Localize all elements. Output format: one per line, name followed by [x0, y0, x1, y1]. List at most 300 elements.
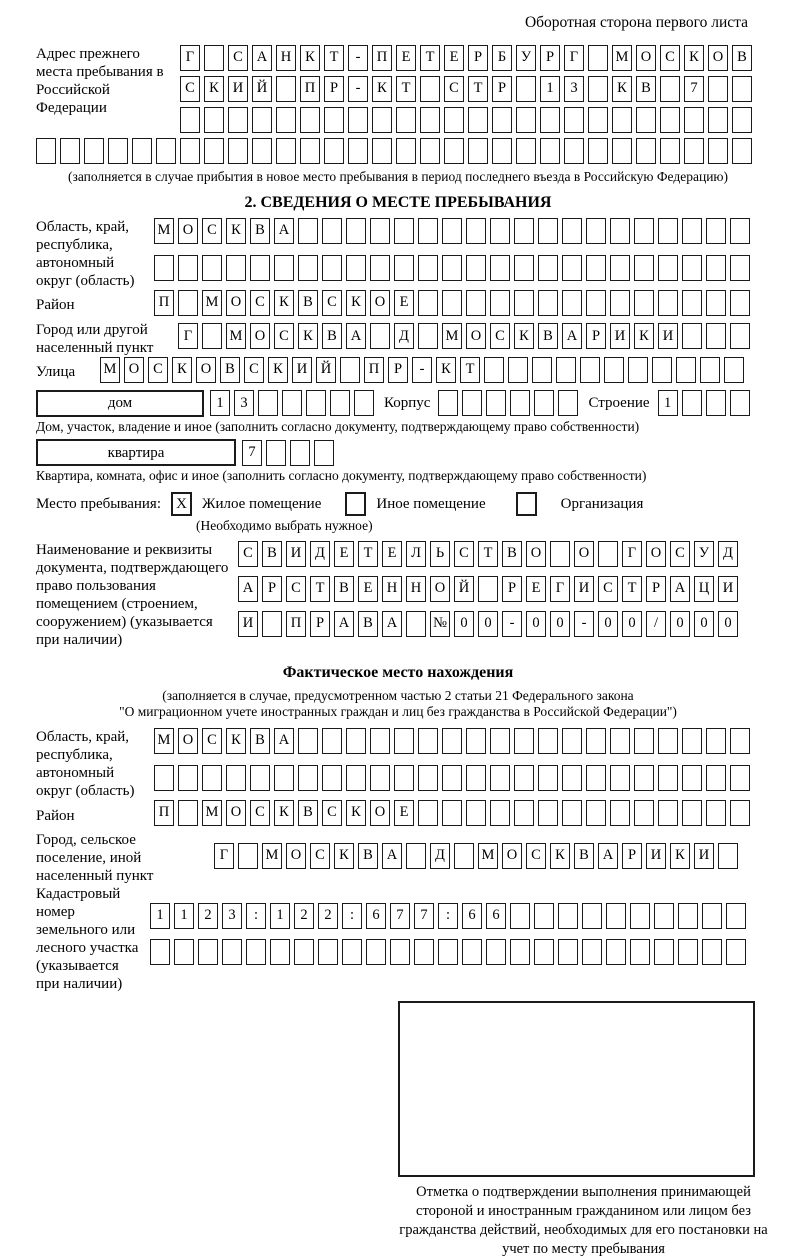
char-box[interactable]: [154, 255, 174, 281]
char-box[interactable]: [276, 107, 296, 133]
char-box[interactable]: М: [226, 323, 246, 349]
char-box[interactable]: [682, 255, 702, 281]
char-box[interactable]: Й: [316, 357, 336, 383]
char-box[interactable]: [654, 939, 674, 965]
char-box[interactable]: К: [372, 76, 392, 102]
char-box[interactable]: С: [250, 290, 270, 316]
char-box[interactable]: В: [220, 357, 240, 383]
char-box[interactable]: [654, 903, 674, 929]
char-box[interactable]: [540, 107, 560, 133]
char-box[interactable]: [250, 255, 270, 281]
char-box[interactable]: [562, 765, 582, 791]
char-box[interactable]: [730, 728, 750, 754]
char-box[interactable]: Е: [526, 576, 546, 602]
char-box[interactable]: [290, 440, 310, 466]
char-box[interactable]: 3: [564, 76, 584, 102]
char-box[interactable]: 7: [414, 903, 434, 929]
char-box[interactable]: О: [646, 541, 666, 567]
char-box[interactable]: [492, 138, 512, 164]
char-box[interactable]: К: [300, 45, 320, 71]
char-box[interactable]: [586, 765, 606, 791]
char-box[interactable]: [178, 800, 198, 826]
char-box[interactable]: И: [718, 576, 738, 602]
char-box[interactable]: [538, 290, 558, 316]
char-box[interactable]: В: [334, 576, 354, 602]
char-box[interactable]: [150, 939, 170, 965]
char-box[interactable]: К: [436, 357, 456, 383]
char-box[interactable]: [420, 107, 440, 133]
char-box[interactable]: [604, 357, 624, 383]
char-box[interactable]: Р: [388, 357, 408, 383]
char-box[interactable]: У: [694, 541, 714, 567]
char-box[interactable]: Е: [358, 576, 378, 602]
char-box[interactable]: Д: [718, 541, 738, 567]
char-box[interactable]: Т: [310, 576, 330, 602]
char-box[interactable]: [258, 390, 278, 416]
char-box[interactable]: [346, 765, 366, 791]
char-box[interactable]: [418, 765, 438, 791]
char-box[interactable]: С: [444, 76, 464, 102]
char-box[interactable]: [300, 107, 320, 133]
char-box[interactable]: К: [274, 800, 294, 826]
char-box[interactable]: Н: [276, 45, 296, 71]
char-box[interactable]: 0: [718, 611, 738, 637]
char-box[interactable]: А: [274, 728, 294, 754]
char-box[interactable]: [486, 390, 506, 416]
char-box[interactable]: [238, 843, 258, 869]
char-box[interactable]: [564, 138, 584, 164]
char-box[interactable]: [490, 728, 510, 754]
char-box[interactable]: [468, 138, 488, 164]
char-box[interactable]: [562, 290, 582, 316]
char-box[interactable]: [534, 390, 554, 416]
char-box[interactable]: [634, 765, 654, 791]
char-box[interactable]: С: [598, 576, 618, 602]
char-box[interactable]: [298, 765, 318, 791]
char-box[interactable]: [322, 765, 342, 791]
char-box[interactable]: [462, 390, 482, 416]
char-box[interactable]: [442, 800, 462, 826]
char-box[interactable]: :: [246, 903, 266, 929]
char-box[interactable]: Е: [382, 541, 402, 567]
char-box[interactable]: В: [298, 290, 318, 316]
char-box[interactable]: [532, 357, 552, 383]
char-box[interactable]: М: [202, 800, 222, 826]
char-box[interactable]: [330, 390, 350, 416]
char-box[interactable]: [658, 765, 678, 791]
char-box[interactable]: [202, 765, 222, 791]
char-box[interactable]: [178, 290, 198, 316]
char-box[interactable]: [466, 800, 486, 826]
char-box[interactable]: [228, 107, 248, 133]
char-box[interactable]: [262, 611, 282, 637]
char-box[interactable]: [582, 903, 602, 929]
char-box[interactable]: О: [226, 290, 246, 316]
char-box[interactable]: [510, 390, 530, 416]
char-box[interactable]: [586, 218, 606, 244]
char-box[interactable]: [730, 765, 750, 791]
char-box[interactable]: [204, 138, 224, 164]
char-box[interactable]: [266, 440, 286, 466]
char-box[interactable]: [586, 800, 606, 826]
char-box[interactable]: М: [154, 728, 174, 754]
char-box[interactable]: Д: [310, 541, 330, 567]
char-box[interactable]: Е: [394, 800, 414, 826]
char-box[interactable]: С: [286, 576, 306, 602]
char-box[interactable]: К: [274, 290, 294, 316]
char-box[interactable]: [490, 255, 510, 281]
char-box[interactable]: [438, 939, 458, 965]
char-box[interactable]: [678, 903, 698, 929]
char-box[interactable]: [298, 218, 318, 244]
char-box[interactable]: С: [238, 541, 258, 567]
char-box[interactable]: [730, 323, 750, 349]
char-box[interactable]: [514, 800, 534, 826]
char-box[interactable]: К: [612, 76, 632, 102]
char-box[interactable]: О: [636, 45, 656, 71]
char-box[interactable]: Д: [394, 323, 414, 349]
char-box[interactable]: Е: [334, 541, 354, 567]
char-box[interactable]: 2: [318, 903, 338, 929]
char-box[interactable]: М: [478, 843, 498, 869]
char-box[interactable]: [252, 138, 272, 164]
char-box[interactable]: [478, 576, 498, 602]
char-box[interactable]: 1: [174, 903, 194, 929]
char-box[interactable]: [586, 255, 606, 281]
char-box[interactable]: [508, 357, 528, 383]
char-box[interactable]: [682, 218, 702, 244]
char-box[interactable]: [486, 939, 506, 965]
char-box[interactable]: [514, 218, 534, 244]
char-box[interactable]: Л: [406, 541, 426, 567]
char-box[interactable]: [706, 390, 726, 416]
char-box[interactable]: [418, 728, 438, 754]
char-box[interactable]: 0: [694, 611, 714, 637]
char-box[interactable]: С: [274, 323, 294, 349]
char-box[interactable]: В: [262, 541, 282, 567]
char-box[interactable]: [466, 765, 486, 791]
char-box[interactable]: Г: [622, 541, 642, 567]
char-box[interactable]: [562, 800, 582, 826]
char-box[interactable]: [658, 800, 678, 826]
char-box[interactable]: [60, 138, 80, 164]
char-box[interactable]: [730, 218, 750, 244]
char-box[interactable]: 0: [550, 611, 570, 637]
char-box[interactable]: [390, 939, 410, 965]
char-box[interactable]: 7: [684, 76, 704, 102]
char-box[interactable]: [652, 357, 672, 383]
char-box[interactable]: К: [268, 357, 288, 383]
char-box[interactable]: О: [708, 45, 728, 71]
char-box[interactable]: [174, 939, 194, 965]
char-box[interactable]: [538, 728, 558, 754]
char-box[interactable]: О: [502, 843, 522, 869]
char-box[interactable]: К: [346, 800, 366, 826]
char-box[interactable]: [324, 107, 344, 133]
char-box[interactable]: [660, 76, 680, 102]
char-box[interactable]: [300, 138, 320, 164]
char-box[interactable]: 1: [658, 390, 678, 416]
char-box[interactable]: У: [516, 45, 536, 71]
char-box[interactable]: К: [204, 76, 224, 102]
char-box[interactable]: :: [342, 903, 362, 929]
char-box[interactable]: С: [244, 357, 264, 383]
char-box[interactable]: [516, 107, 536, 133]
char-box[interactable]: [442, 765, 462, 791]
char-box[interactable]: М: [202, 290, 222, 316]
char-box[interactable]: [514, 255, 534, 281]
char-box[interactable]: [420, 138, 440, 164]
char-box[interactable]: С: [250, 800, 270, 826]
char-box[interactable]: Т: [324, 45, 344, 71]
char-box[interactable]: К: [514, 323, 534, 349]
char-box[interactable]: А: [382, 611, 402, 637]
char-box[interactable]: [630, 939, 650, 965]
char-box[interactable]: [370, 218, 390, 244]
char-box[interactable]: М: [612, 45, 632, 71]
char-box[interactable]: П: [364, 357, 384, 383]
char-box[interactable]: С: [454, 541, 474, 567]
char-box[interactable]: О: [370, 800, 390, 826]
char-box[interactable]: Р: [622, 843, 642, 869]
char-box[interactable]: [156, 138, 176, 164]
char-box[interactable]: Т: [478, 541, 498, 567]
char-box[interactable]: К: [226, 728, 246, 754]
char-box[interactable]: [610, 255, 630, 281]
char-box[interactable]: [340, 357, 360, 383]
char-box[interactable]: 0: [478, 611, 498, 637]
char-box[interactable]: [202, 323, 222, 349]
char-box[interactable]: Р: [586, 323, 606, 349]
char-box[interactable]: С: [526, 843, 546, 869]
char-box[interactable]: [538, 765, 558, 791]
char-box[interactable]: [538, 255, 558, 281]
char-box[interactable]: [322, 728, 342, 754]
char-box[interactable]: [660, 138, 680, 164]
char-box[interactable]: С: [670, 541, 690, 567]
char-box[interactable]: [634, 290, 654, 316]
char-box[interactable]: [514, 728, 534, 754]
char-box[interactable]: [348, 138, 368, 164]
char-box[interactable]: А: [238, 576, 258, 602]
char-box[interactable]: [394, 255, 414, 281]
char-box[interactable]: [562, 728, 582, 754]
char-box[interactable]: К: [684, 45, 704, 71]
char-box[interactable]: [682, 765, 702, 791]
char-box[interactable]: [724, 357, 744, 383]
char-box[interactable]: [658, 255, 678, 281]
char-box[interactable]: И: [238, 611, 258, 637]
char-box[interactable]: О: [370, 290, 390, 316]
char-box[interactable]: -: [502, 611, 522, 637]
char-box[interactable]: К: [670, 843, 690, 869]
char-box[interactable]: -: [574, 611, 594, 637]
char-box[interactable]: В: [538, 323, 558, 349]
char-box[interactable]: А: [252, 45, 272, 71]
char-box[interactable]: №: [430, 611, 450, 637]
stay-option-other-checkbox[interactable]: [345, 492, 366, 516]
char-box[interactable]: Р: [646, 576, 666, 602]
char-box[interactable]: [226, 765, 246, 791]
char-box[interactable]: [370, 323, 390, 349]
char-box[interactable]: [550, 541, 570, 567]
char-box[interactable]: [636, 107, 656, 133]
char-box[interactable]: [36, 138, 56, 164]
char-box[interactable]: В: [732, 45, 752, 71]
char-box[interactable]: [628, 357, 648, 383]
char-box[interactable]: [658, 218, 678, 244]
char-box[interactable]: Е: [444, 45, 464, 71]
char-box[interactable]: [370, 255, 390, 281]
char-box[interactable]: [154, 765, 174, 791]
char-box[interactable]: [490, 765, 510, 791]
char-box[interactable]: [276, 76, 296, 102]
char-box[interactable]: [108, 138, 128, 164]
char-box[interactable]: [732, 107, 752, 133]
char-box[interactable]: [204, 45, 224, 71]
char-box[interactable]: В: [358, 843, 378, 869]
char-box[interactable]: [396, 107, 416, 133]
char-box[interactable]: И: [610, 323, 630, 349]
char-box[interactable]: [226, 255, 246, 281]
char-box[interactable]: 0: [526, 611, 546, 637]
char-box[interactable]: В: [250, 218, 270, 244]
char-box[interactable]: [586, 728, 606, 754]
char-box[interactable]: Г: [180, 45, 200, 71]
char-box[interactable]: [588, 76, 608, 102]
char-box[interactable]: [706, 218, 726, 244]
char-box[interactable]: [726, 903, 746, 929]
char-box[interactable]: [634, 218, 654, 244]
char-box[interactable]: [730, 800, 750, 826]
char-box[interactable]: [610, 218, 630, 244]
char-box[interactable]: В: [358, 611, 378, 637]
char-box[interactable]: [682, 323, 702, 349]
char-box[interactable]: [516, 138, 536, 164]
char-box[interactable]: [178, 255, 198, 281]
char-box[interactable]: [372, 107, 392, 133]
char-box[interactable]: [198, 939, 218, 965]
char-box[interactable]: Р: [492, 76, 512, 102]
char-box[interactable]: [270, 939, 290, 965]
char-box[interactable]: [298, 255, 318, 281]
char-box[interactable]: [442, 290, 462, 316]
char-box[interactable]: [606, 939, 626, 965]
char-box[interactable]: С: [148, 357, 168, 383]
char-box[interactable]: [682, 290, 702, 316]
char-box[interactable]: О: [250, 323, 270, 349]
char-box[interactable]: 2: [198, 903, 218, 929]
char-box[interactable]: К: [334, 843, 354, 869]
char-box[interactable]: И: [228, 76, 248, 102]
char-box[interactable]: [246, 939, 266, 965]
char-box[interactable]: О: [574, 541, 594, 567]
char-box[interactable]: [586, 290, 606, 316]
char-box[interactable]: [588, 107, 608, 133]
char-box[interactable]: [510, 903, 530, 929]
char-box[interactable]: 2: [294, 903, 314, 929]
char-box[interactable]: [510, 939, 530, 965]
char-box[interactable]: Г: [550, 576, 570, 602]
char-box[interactable]: [700, 357, 720, 383]
char-box[interactable]: [490, 800, 510, 826]
char-box[interactable]: И: [646, 843, 666, 869]
char-box[interactable]: [466, 290, 486, 316]
char-box[interactable]: [634, 800, 654, 826]
char-box[interactable]: [454, 843, 474, 869]
char-box[interactable]: С: [490, 323, 510, 349]
char-box[interactable]: Г: [214, 843, 234, 869]
char-box[interactable]: [348, 107, 368, 133]
char-box[interactable]: А: [334, 611, 354, 637]
char-box[interactable]: К: [346, 290, 366, 316]
char-box[interactable]: [730, 390, 750, 416]
char-box[interactable]: А: [670, 576, 690, 602]
char-box[interactable]: [204, 107, 224, 133]
char-box[interactable]: [346, 255, 366, 281]
char-box[interactable]: В: [322, 323, 342, 349]
char-box[interactable]: [396, 138, 416, 164]
char-box[interactable]: [178, 765, 198, 791]
char-box[interactable]: [562, 255, 582, 281]
char-box[interactable]: [610, 290, 630, 316]
char-box[interactable]: 0: [598, 611, 618, 637]
char-box[interactable]: В: [250, 728, 270, 754]
char-box[interactable]: Ц: [694, 576, 714, 602]
char-box[interactable]: К: [550, 843, 570, 869]
char-box[interactable]: Т: [358, 541, 378, 567]
char-box[interactable]: И: [694, 843, 714, 869]
char-box[interactable]: Н: [382, 576, 402, 602]
char-box[interactable]: [718, 843, 738, 869]
char-box[interactable]: К: [298, 323, 318, 349]
char-box[interactable]: Е: [394, 290, 414, 316]
char-box[interactable]: Б: [492, 45, 512, 71]
char-box[interactable]: [180, 107, 200, 133]
char-box[interactable]: [682, 728, 702, 754]
char-box[interactable]: О: [430, 576, 450, 602]
char-box[interactable]: 3: [222, 903, 242, 929]
char-box[interactable]: [202, 255, 222, 281]
char-box[interactable]: О: [124, 357, 144, 383]
char-box[interactable]: [444, 107, 464, 133]
char-box[interactable]: [468, 107, 488, 133]
char-box[interactable]: [418, 290, 438, 316]
char-box[interactable]: И: [658, 323, 678, 349]
char-box[interactable]: [732, 76, 752, 102]
char-box[interactable]: Р: [310, 611, 330, 637]
char-box[interactable]: [274, 255, 294, 281]
char-box[interactable]: [658, 728, 678, 754]
char-box[interactable]: Р: [468, 45, 488, 71]
char-box[interactable]: Н: [406, 576, 426, 602]
char-box[interactable]: 6: [486, 903, 506, 929]
char-box[interactable]: [438, 390, 458, 416]
char-box[interactable]: [564, 107, 584, 133]
char-box[interactable]: Т: [460, 357, 480, 383]
char-box[interactable]: [322, 218, 342, 244]
char-box[interactable]: [598, 541, 618, 567]
char-box[interactable]: -: [348, 45, 368, 71]
char-box[interactable]: Р: [324, 76, 344, 102]
char-box[interactable]: [658, 290, 678, 316]
char-box[interactable]: С: [322, 290, 342, 316]
char-box[interactable]: [490, 290, 510, 316]
char-box[interactable]: [298, 728, 318, 754]
char-box[interactable]: [180, 138, 200, 164]
char-box[interactable]: [442, 728, 462, 754]
char-box[interactable]: -: [348, 76, 368, 102]
